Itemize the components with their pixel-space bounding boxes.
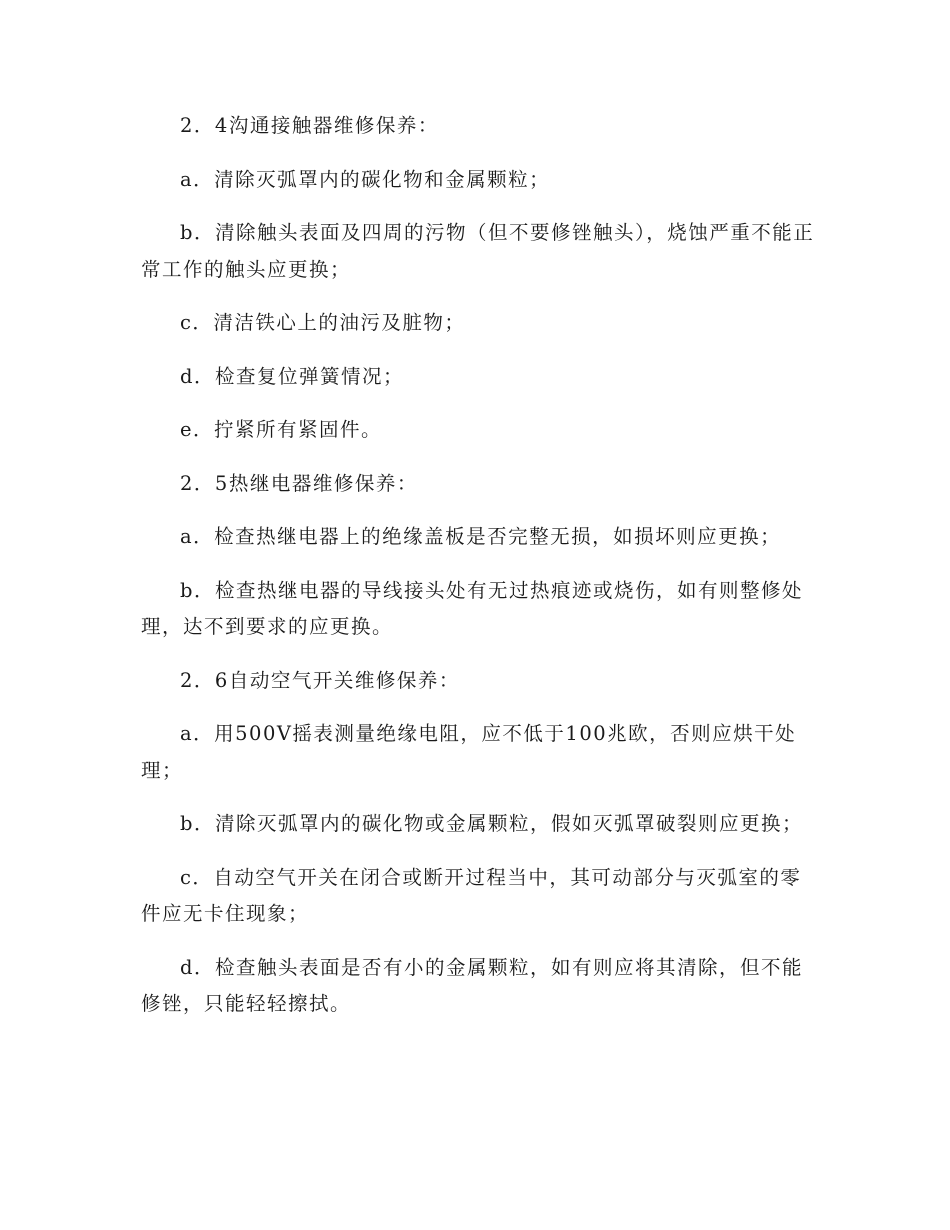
heading-contactor: 2．4沟通接触器维修保养： xyxy=(180,114,439,137)
item-thermal-relay-a: a．检查热继电器上的绝缘盖板是否完整无损，如损坏则应更换； xyxy=(180,525,782,548)
item-contactor-b: b．清除触头表面及四周的污物（但不要修锉触头），烧蚀严重不能正常工作的触头应更换； xyxy=(141,221,815,281)
heading-air-switch: 2．6自动空气开关维修保养： xyxy=(180,668,460,692)
item-contactor-d: d．检查复位弹簧情况； xyxy=(180,364,404,388)
heading-thermal-relay: 2．5热继电器维修保养： xyxy=(180,471,418,495)
item-thermal-relay-b: b．检查热继电器的导线接头处有无过热痕迹或烧伤，如有则整修处理，达不到要求的应更换。 xyxy=(141,578,803,638)
item-contactor-e: e．拧紧所有紧固件。 xyxy=(180,418,383,441)
item-contactor-a: a．清除灭弧罩内的碳化物和金属颗粒； xyxy=(180,167,551,191)
item-air-switch-b: b．清除灭弧罩内的碳化物或金属颗粒，假如灭弧罩破裂则应更换； xyxy=(180,812,803,835)
item-air-switch-c: c．自动空气开关在闭合或断开过程当中，其可动部分与灭弧室的零件应无卡住现象； xyxy=(141,865,802,925)
document-body xyxy=(141,108,816,1040)
item-air-switch-d: d．检查触头表面是否有小的金属颗粒，如有则应将其清除，但不能修锉，只能轻轻擦拭。 xyxy=(141,955,803,1015)
item-contactor-c: c．清洁铁心上的油污及脏物； xyxy=(180,311,466,334)
item-air-switch-a: a．用500V摇表测量绝缘电阻，应不低于100兆欧，否则应烘干处理； xyxy=(141,722,797,782)
